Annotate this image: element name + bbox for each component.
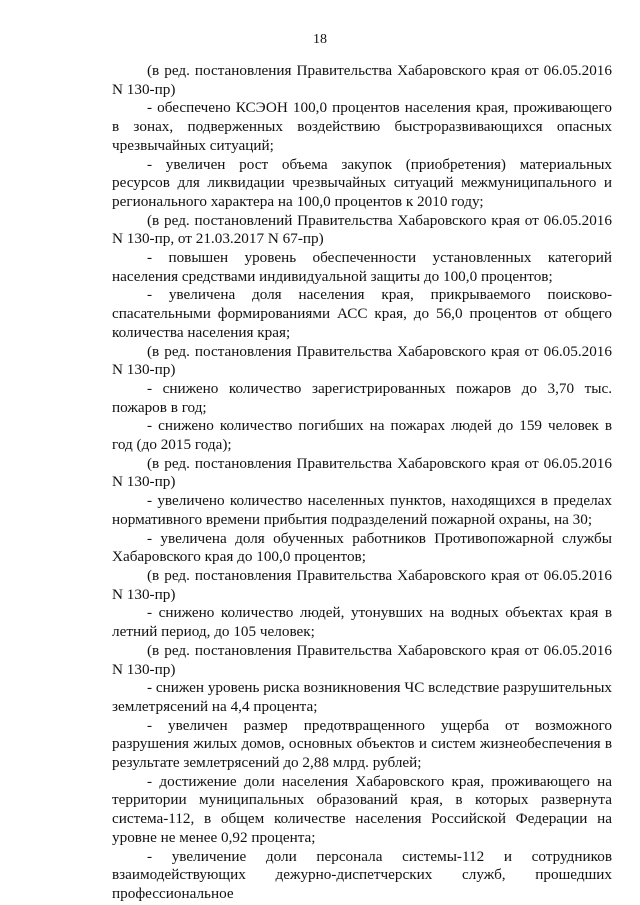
- paragraph: - увеличена доля обученных работников Противопожарной службы Хабаровского края до 100,0 процентов;: [112, 529, 612, 566]
- paragraph: (в ред. постановлений Правительства Хабаровского края от 06.05.2016 N 130-пр, от 21.03.2017 N 67-пр): [112, 211, 612, 248]
- paragraph: - достижение доли населения Хабаровского края, проживающего на территории муниципальных образований края, в которых развернута система-112, в общем количестве населения Российской Федерации на уровне не менее 0,92 процента;: [112, 772, 612, 846]
- paragraph: (в ред. постановления Правительства Хабаровского края от 06.05.2016 N 130-пр): [112, 342, 612, 379]
- paragraph: - увеличен рост объема закупок (приобретения) материальных ресурсов для ликвидации чрезвычайных ситуаций межмуниципального и регионального характера на 100,0 процентов к 2010 году;: [112, 155, 612, 210]
- paragraph: - снижено количество погибших на пожарах людей до 159 человек в год (до 2015 года);: [112, 417, 612, 454]
- paragraph: - увеличено количество населенных пунктов, находящихся в пределах нормативного времени прибытия подразделений пожарной охраны, на 30;: [112, 492, 612, 528]
- document-body: [112, 62, 612, 904]
- paragraph: - увеличение доли персонала системы-112 и сотрудников взаимодействующих дежурно-диспетчерских служб, прошедших профессиональное: [112, 847, 612, 902]
- paragraph: (в ред. постановления Правительства Хабаровского края от 06.05.2016 N 130-пр): [112, 566, 612, 603]
- paragraph: - увеличен размер предотвращенного ущерба от возможного разрушения жилых домов, основных объектов и систем жизнеобеспечения в результате землетрясений до 2,88 млрд. рублей;: [112, 716, 612, 772]
- paragraph: - увеличена доля населения края, прикрываемого поисково-спасательными формированиями АСС края, до 56,0 процентов от общего количества населения края;: [112, 286, 612, 341]
- paragraph: (в ред. постановления Правительства Хабаровского края от 06.05.2016 N 130-пр): [112, 62, 612, 98]
- page-number: 18: [313, 32, 327, 47]
- paragraph: (в ред. постановления Правительства Хабаровского края от 06.05.2016 N 130-пр): [112, 641, 612, 678]
- paragraph: - снижено количество зарегистрированных пожаров до 3,70 тыс. пожаров в год;: [112, 379, 612, 416]
- paragraph: - снижено количество людей, утонувших на водных объектах края в летний период, до 105 человек;: [112, 604, 612, 641]
- paragraph: - снижен уровень риска возникновения ЧС вследствие разрушительных землетрясений на 4,4 процента;: [112, 679, 612, 715]
- paragraph: (в ред. постановления Правительства Хабаровского края от 06.05.2016 N 130-пр): [112, 454, 612, 491]
- paragraph: - обеспечено КСЭОН 100,0 процентов населения края, проживающего в зонах, подверженных воздействию быстроразвивающихся опасных чрезвычайных ситуаций;: [112, 99, 612, 154]
- paragraph: - повышен уровень обеспеченности установленных категорий населения средствами индивидуальной защиты до 100,0 процентов;: [112, 249, 612, 285]
